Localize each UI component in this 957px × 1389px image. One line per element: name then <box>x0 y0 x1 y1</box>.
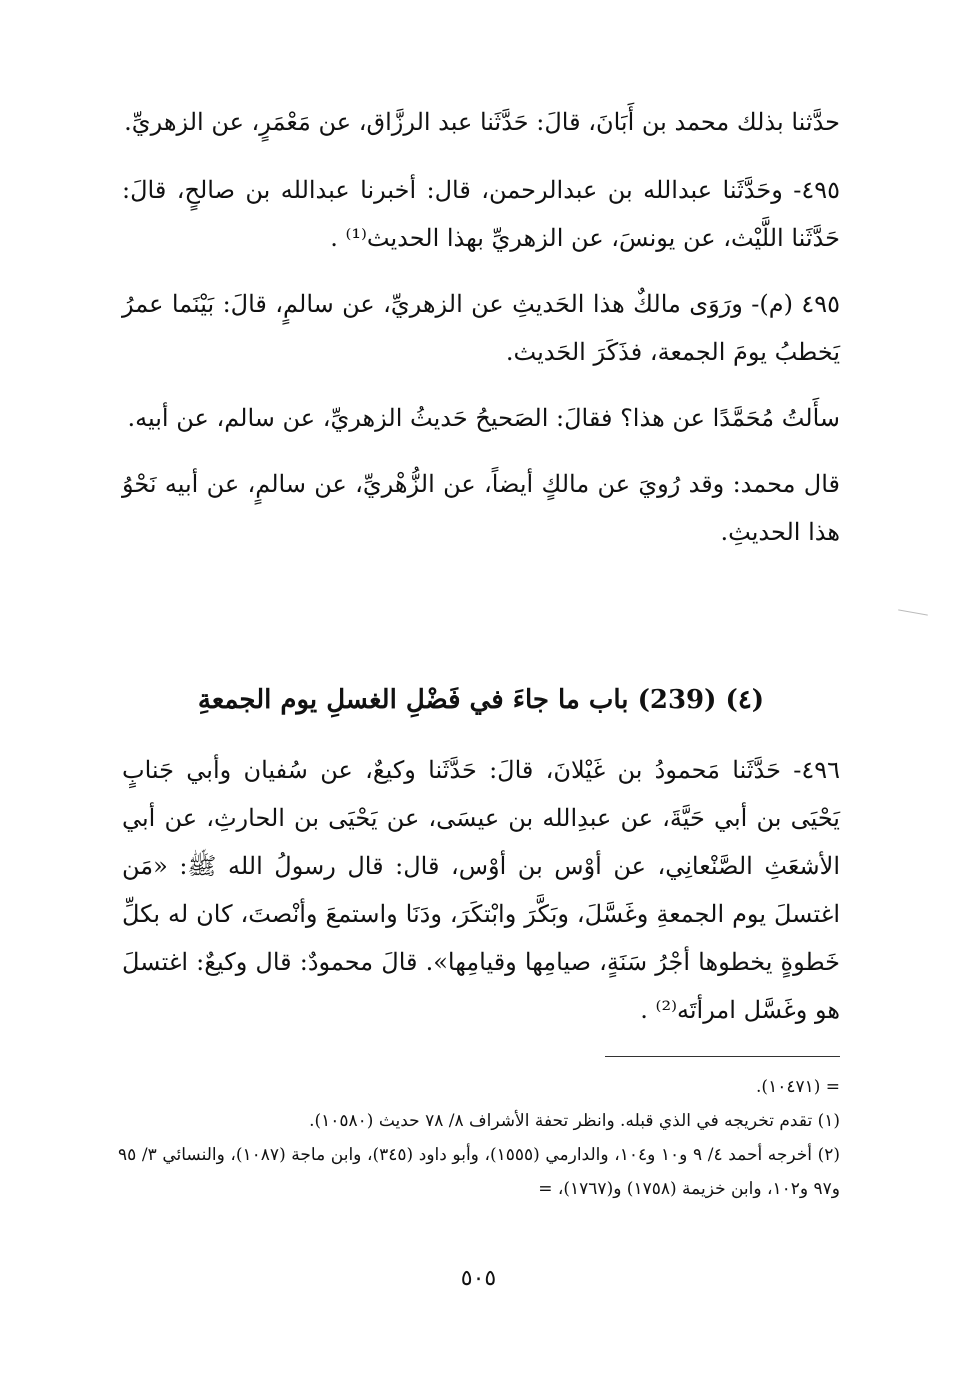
body-text-upper <box>122 98 840 556</box>
footnote-separator <box>605 1056 840 1057</box>
paragraph-muhammad-remark: قال محمد: وقد رُويَ عن مالكٍ أيضاً، عن الزُّهْريِّ، عن سالمٍ، عن أبيه نَحْوُ هذا الحديثِ. <box>122 470 840 546</box>
body-text-lower <box>122 746 840 1034</box>
footnote-continuation: = (١٠٤٧١). <box>756 1077 840 1097</box>
paragraph-hadith-496: ٤٩٦- حَدَّثَنا مَحمودُ بن غَيْلانَ، قالَ: حَدَّثَنا وكيعٌ، عن سُفيان وأبي جَنابٍ يَحْيَى بن أبي حَيَّةَ، عن عبدِالله بن عيسَى، عن يَحْيَى بن الحارثِ، عن أبي الأشعَثِ الصَّنْعانِي، عن أوْس بن أوْس، قال: قال رسولُ الله ﷺ: «مَن اغتسلَ يوم الجمعةِ وغَسَّلَ، وبَكَّرَ وابْتكَرَ، ودَنَا واستمعَ وأنْصتَ، كان له بكلِّ خَطوةٍ يخطوها أجْرُ سَنَةٍ، صيامِها وقيامِها». قالَ محمودٌ: قال وكيعٌ: اغتسلَ هو وغَسَّل امرأتَه⁽²⁾ . <box>122 756 840 1024</box>
scan-edge-mark <box>898 609 928 615</box>
page-number: ٥٠٥ <box>460 1266 497 1291</box>
paragraph-chain-continuation: حدَّثنا بذلك محمد بن أَبَانَ، قالَ: حَدَّثَنا عبد الرزَّاق، عن مَعْمَرٍ، عن الزهريِّ. <box>124 108 840 136</box>
paragraph-hadith-495: ٤٩٥- وحَدَّثَنا عبدالله بن عبدالرحمن، قال: أخبرنا عبدالله بن صالحٍ، قالَ: حَدَّثَنا اللَّيْث، عن يونسَ، عن الزهريِّ بهذا الحديث⁽¹⁾ . <box>122 176 840 252</box>
chapter-heading: (٤) (239) باب ما جاءَ في فَضْلِ الغسلِ يوم الجمعةِ <box>197 685 765 715</box>
paragraph-question-muhammad: سأَلتُ مُحَمَّدًا عن هذا؟ فقالَ: الصَحيحُ حَديثُ الزهريِّ، عن سالم، عن أبيه. <box>127 404 840 432</box>
footnote-1: (١) تقدم تخريجه في الذي قبله. وانظر تحفة الأشراف ٨/ ٧٨ حديث (١٠٥٨٠). <box>309 1111 840 1131</box>
footnote-2: (٢) أخرجه أحمد ٤/ ٩ و١٠ و١٠٤، والدارمي (١٥٥٥)، وأبو داود (٣٤٥)، وابن ماجة (١٠٨٧)، والنسائي ٣/ ٩٥ و٩٧ و١٠٢، وابن خزيمة (١٧٥٨) و(١٧٦٧)، = <box>118 1145 841 1199</box>
footnotes <box>118 1070 840 1206</box>
paragraph-hadith-495m: ٤٩٥ (م)- ورَوَى مالكٌ هذا الحَديثِ عن الزهريِّ، عن سالمٍ، قالَ: بَيْنَما عمرُ يَخطبُ يومَ الجمعة، فذَكَرَ الحَديث. <box>122 290 840 366</box>
